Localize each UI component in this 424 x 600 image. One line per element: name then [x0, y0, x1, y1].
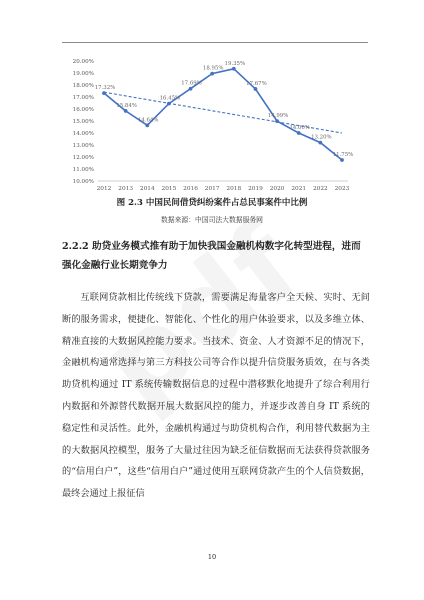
data-label: 14.00% — [289, 125, 311, 131]
data-points — [102, 67, 344, 162]
data-label: 19.35% — [224, 60, 246, 67]
data-point — [189, 87, 193, 91]
x-tick-label: 2014 — [139, 186, 155, 192]
figure-source: 数据来源：中国司法大数据服务网 — [161, 216, 263, 224]
data-point — [167, 102, 171, 106]
data-label: 13.20% — [311, 134, 332, 141]
y-tick-label: 11.00% — [72, 167, 94, 173]
body-paragraph: 互联网贷款相比传统线下贷款，需要满足海量客户全天候、实时、无间断的服务需求，便捷化、智能化、个性化的用户体验要求，以及多维立体、精准直接的大数据风控能力要求。当技术、资金、人才资源不足的情况下，金融机构通常选择与第三方科技公司等合作以提升信贷服务质效，在与各类助贷机构通过 IT 系统传输数据信息的过程中潜移默化地提升了综合利用行内数据和外源替代数据开展大数据风控的能力，并逐步改善自身 IT 系统的稳定性和灵活性。此外，金融机构通过与助贷机构合作，利用替代数据为主的大数据风控模型，服务了大量过往因为缺乏征信数据而无法获得贷款服务的“信用白户”，这些“信用白户”通过使用互联网贷款产生的个人信贷数据，最终会通过上报征信 — [62, 292, 370, 500]
data-point — [102, 91, 106, 95]
section-heading: 2.2.2 助贷业务模式推有助于加快我国金融机构数字化转型进程，进而强化金融行业长期竞争力 — [62, 241, 361, 271]
data-point — [275, 119, 279, 123]
y-tick-label: 17.00% — [72, 95, 94, 101]
x-tick-label: 2023 — [334, 186, 350, 192]
x-tick-label: 2012 — [96, 186, 112, 192]
y-tick-label: 20.00% — [72, 59, 94, 65]
data-label: 18.95% — [202, 65, 224, 72]
data-labels — [95, 61, 354, 158]
data-label: 17.67% — [246, 80, 267, 87]
y-tick-label: 14.00% — [72, 131, 94, 137]
y-tick-label: 16.00% — [72, 107, 94, 113]
y-tick-label: 15.00% — [72, 119, 94, 125]
x-tick-label: 2019 — [248, 186, 263, 192]
line-chart — [58, 54, 358, 194]
data-label: 17.32% — [94, 85, 116, 92]
data-point — [318, 141, 322, 145]
data-point — [297, 131, 301, 135]
figure-title: 图 2.3 中国民间借贷纠纷案件占总民事案件中比例 — [116, 198, 308, 208]
x-tick-label: 2018 — [226, 186, 242, 192]
x-axis — [97, 186, 350, 192]
page-number: 10 — [207, 553, 217, 561]
x-tick-label: 2015 — [161, 186, 177, 192]
series-line — [104, 69, 342, 160]
data-label: 15.84% — [116, 102, 137, 109]
y-tick-label: 18.00% — [72, 83, 94, 89]
data-point — [254, 87, 258, 91]
x-tick-label: 2020 — [269, 186, 285, 192]
data-label: 14.64% — [137, 117, 159, 124]
data-point — [124, 109, 128, 113]
data-label: 16.45% — [159, 95, 181, 102]
y-tick-label: 12.00% — [72, 155, 94, 161]
x-tick-label: 2022 — [312, 186, 328, 192]
data-point — [340, 158, 344, 162]
data-label: 17.69% — [181, 80, 202, 87]
data-label: 11.75% — [332, 152, 354, 158]
data-point — [232, 67, 236, 71]
y-tick-label: 10.00% — [72, 179, 94, 185]
x-tick-label: 2013 — [118, 186, 134, 192]
data-label: 14.99% — [267, 113, 289, 120]
x-tick-label: 2016 — [183, 186, 198, 192]
y-tick-label: 19.00% — [72, 71, 94, 77]
y-axis — [73, 59, 94, 185]
x-tick-label: 2021 — [291, 186, 307, 192]
data-point — [145, 123, 149, 127]
header-rule — [62, 42, 368, 43]
y-tick-label: 13.00% — [72, 143, 94, 149]
data-point — [210, 72, 214, 76]
x-tick-label: 2017 — [204, 186, 220, 192]
